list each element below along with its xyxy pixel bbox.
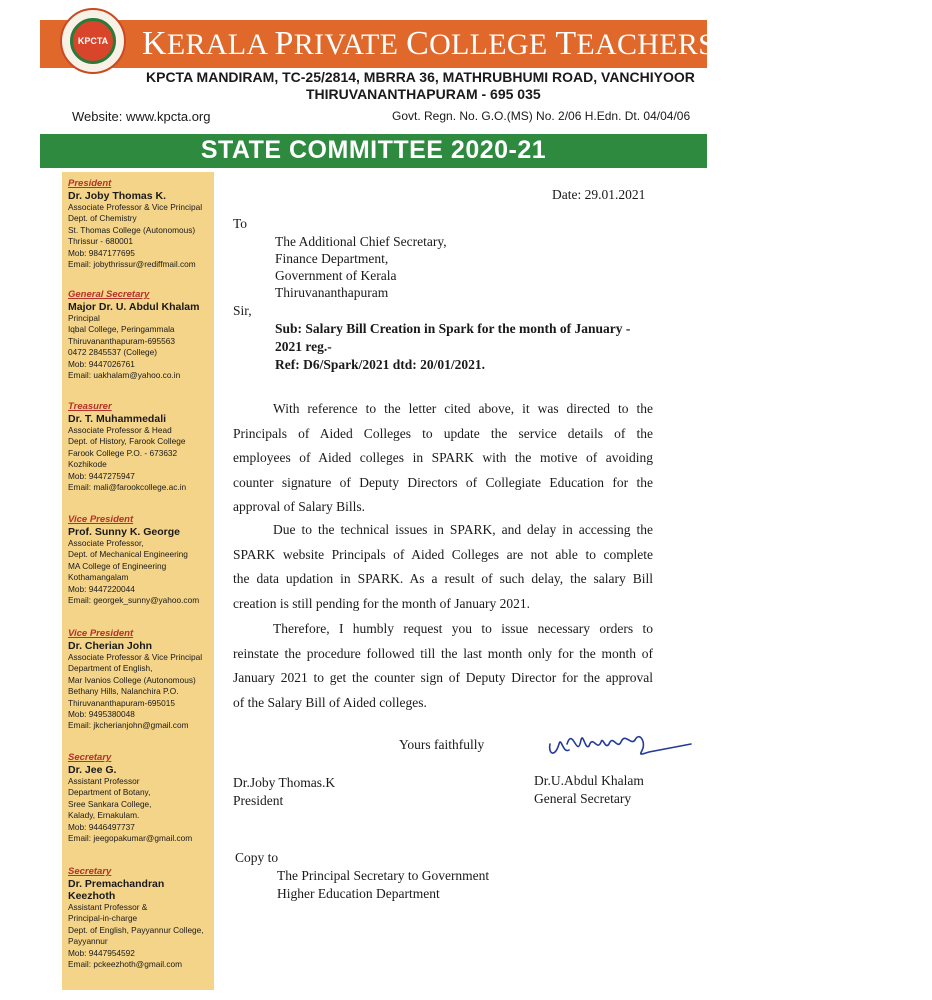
member-detail: Kothamangalam <box>68 572 129 583</box>
website: Website: www.kpcta.org <box>72 109 211 124</box>
organization-name: KERALA PRIVATE COLLEGE TEACHERS' ASSOCIATION <box>142 25 932 62</box>
signature-mark <box>545 714 695 770</box>
member-detail: Email: mali@farookcollege.ac.in <box>68 482 187 493</box>
member-detail: Thiruvananthapuram-695563 <box>68 335 176 346</box>
member-name: Dr. Cherian John <box>68 640 153 652</box>
member-detail: Email: jeegopakumar@gmail.com <box>68 833 193 844</box>
member-detail: Mob: 9446497737 <box>68 821 135 832</box>
member-detail: Farook College P.O. - 673632 <box>68 447 178 458</box>
signatory-right-name: Dr.U.Abdul Khalam <box>534 773 644 788</box>
letter-date: Date: 29.01.2021 <box>552 187 646 202</box>
address-line-2: THIRUVANANTHAPURAM - 695 035 <box>306 86 541 102</box>
member-secretary-1 <box>68 752 214 844</box>
paragraph-line: counter signature of Deputy Directors of Collegiate Education for the <box>233 474 653 490</box>
salutation: Sir, <box>233 303 252 318</box>
member-detail: Assistant Professor & <box>68 902 148 912</box>
member-role: General Secretary <box>68 289 150 300</box>
member-detail: Assistant Professor <box>68 776 140 786</box>
paragraph-line: With reference to the letter cited above, it was directed to the <box>273 401 653 416</box>
subject-line: 2021 reg.- <box>275 339 332 354</box>
committee-title: STATE COMMITTEE 2020-21 <box>200 136 547 164</box>
reference-line: Ref: D6/Spark/2021 dtd: 20/01/2021. <box>275 357 486 372</box>
recipient-line: Thiruvananthapuram <box>275 285 389 300</box>
member-detail: Thrissur - 680001 <box>68 236 134 247</box>
member-detail: Sree Sankara College, <box>68 798 152 809</box>
logo-emblem: KPCTA <box>70 18 116 64</box>
paragraph-line: reinstate the procedure followed till the last month only for the month of <box>233 645 653 661</box>
member-role: Treasurer <box>68 401 112 412</box>
paragraph-line: approval of Salary Bills. <box>233 499 365 515</box>
member-detail: Thiruvananthapuram-695015 <box>68 697 176 708</box>
address-line-1: KPCTA MANDIRAM, TC-25/2814, MBRRA 36, MATHRUBHUMI ROAD, VANCHIYOOR <box>146 69 695 85</box>
member-name: Major Dr. U. Abdul Khalam <box>68 301 200 313</box>
copy-to-line: Higher Education Department <box>277 886 440 901</box>
member-detail: Principal <box>68 313 100 323</box>
kpcta-logo <box>60 8 126 74</box>
member-detail: Associate Professor & Head <box>68 425 172 435</box>
member-detail: Dept. of Chemistry <box>68 213 137 224</box>
signatory-right-title: General Secretary <box>534 791 632 806</box>
recipient-line: Government of Kerala <box>275 268 397 283</box>
member-detail: Mob: 9447026761 <box>68 358 135 369</box>
member-detail: 0472 2845537 (College) <box>68 347 158 358</box>
member-detail: Principal-in-charge <box>68 913 138 924</box>
member-detail: Email: jobythrissur@rediffmail.com <box>68 259 196 270</box>
committee-band <box>40 134 707 168</box>
member-detail: Payyannur <box>68 936 108 947</box>
signatory-left-name: Dr.Joby Thomas.K <box>233 775 336 790</box>
member-detail: Email: jkcherianjohn@gmail.com <box>68 720 189 731</box>
paragraph-3 <box>233 617 653 715</box>
member-detail: Mob: 9847177695 <box>68 247 135 258</box>
member-detail: Kozhikode <box>68 459 107 470</box>
member-role: President <box>68 178 112 189</box>
member-role: Vice President <box>68 628 134 639</box>
registration-number: Govt. Regn. No. G.O.(MS) No. 2/06 H.Edn. Dt. 04/04/06 <box>392 109 691 123</box>
member-detail: Associate Professor & Vice Principal <box>68 202 203 212</box>
member-detail: Department of English, <box>68 663 153 674</box>
paragraph-2 <box>233 518 653 616</box>
member-vice-president-1 <box>68 514 214 606</box>
member-secretary-2 <box>68 866 214 970</box>
paragraph-line: the data updation in SPARK. As a result of such delay, the salary Bill <box>233 571 653 587</box>
copy-to-label: Copy to <box>235 850 279 865</box>
member-detail: Department of Botany, <box>68 787 151 798</box>
paragraph-line: SPARK website Principals of Aided Colleges are not able to complete <box>233 546 653 562</box>
member-detail: MA College of Engineering <box>68 560 167 571</box>
paragraph-line: Therefore, I humbly request you to issue necessary orders to <box>273 621 653 636</box>
member-detail: Mob: 9447954592 <box>68 947 135 958</box>
member-vice-president-2 <box>68 628 214 732</box>
member-detail: Dept. of History, Farook College <box>68 436 186 447</box>
member-detail: Dept. of Mechanical Engineering <box>68 549 188 560</box>
paragraph-1 <box>233 397 653 520</box>
member-detail: Associate Professor, <box>68 538 144 548</box>
member-detail: Iqbal College, Peringammala <box>68 324 175 335</box>
paragraph-line: employees of Aided colleges in SPARK with the motive of avoiding <box>233 450 653 466</box>
committee-sidebar <box>62 172 214 990</box>
member-detail: Email: uakhalam@yahoo.co.in <box>68 370 181 381</box>
member-detail: Mob: 9447275947 <box>68 470 135 481</box>
paragraph-line: of the Salary Bill of Aided colleges. <box>233 694 427 710</box>
member-name: Dr. T. Muhammedali <box>68 413 167 425</box>
member-name: Dr. Joby Thomas K. <box>68 190 167 202</box>
closing: Yours faithfully <box>399 737 485 752</box>
paragraph-line: creation is still pending for the month of January 2021. <box>233 595 530 611</box>
member-treasurer <box>68 401 214 493</box>
member-name: Dr. Premachandran Keezhoth <box>68 878 165 902</box>
member-detail: Mar Ivanios College (Autonomous) <box>68 674 196 685</box>
member-detail: Dept. of English, Payyannur College, <box>68 924 204 935</box>
member-president <box>68 178 214 270</box>
member-detail: Bethany Hills, Nalanchira P.O. <box>68 686 179 697</box>
member-role: Vice President <box>68 514 134 525</box>
member-name: Dr. Jee G. <box>68 764 117 776</box>
recipient-line: Finance Department, <box>275 251 389 266</box>
signatory-left-title: President <box>233 793 284 808</box>
to-label: To <box>233 216 248 231</box>
member-detail: Mob: 9495380048 <box>68 709 135 720</box>
member-detail: Associate Professor & Vice Principal <box>68 652 203 662</box>
paragraph-line: Principals of Aided Colleges to update the service details of the <box>233 425 653 441</box>
member-detail: Email: pckeezhoth@gmail.com <box>68 959 183 970</box>
member-detail: Email: georgek_sunny@yahoo.com <box>68 595 200 606</box>
recipient-line: The Additional Chief Secretary, <box>275 234 447 249</box>
member-detail: Kalady, Ernakulam. <box>68 810 140 821</box>
member-general-secretary <box>68 289 214 381</box>
member-name: Prof. Sunny K. George <box>68 526 181 538</box>
member-role: Secretary <box>68 866 112 877</box>
member-detail: St. Thomas College (Autonomous) <box>68 224 196 235</box>
paragraph-line: January 2021 to get the counter sign of Deputy Director for the approval <box>233 670 653 686</box>
subject-line: Sub: Salary Bill Creation in Spark for the month of January - <box>275 321 631 336</box>
paragraph-line: Due to the technical issues in SPARK, and delay in accessing the <box>273 522 653 537</box>
member-detail: Mob: 9447220044 <box>68 583 135 594</box>
copy-to-line: The Principal Secretary to Government <box>277 868 490 883</box>
member-role: Secretary <box>68 752 112 763</box>
